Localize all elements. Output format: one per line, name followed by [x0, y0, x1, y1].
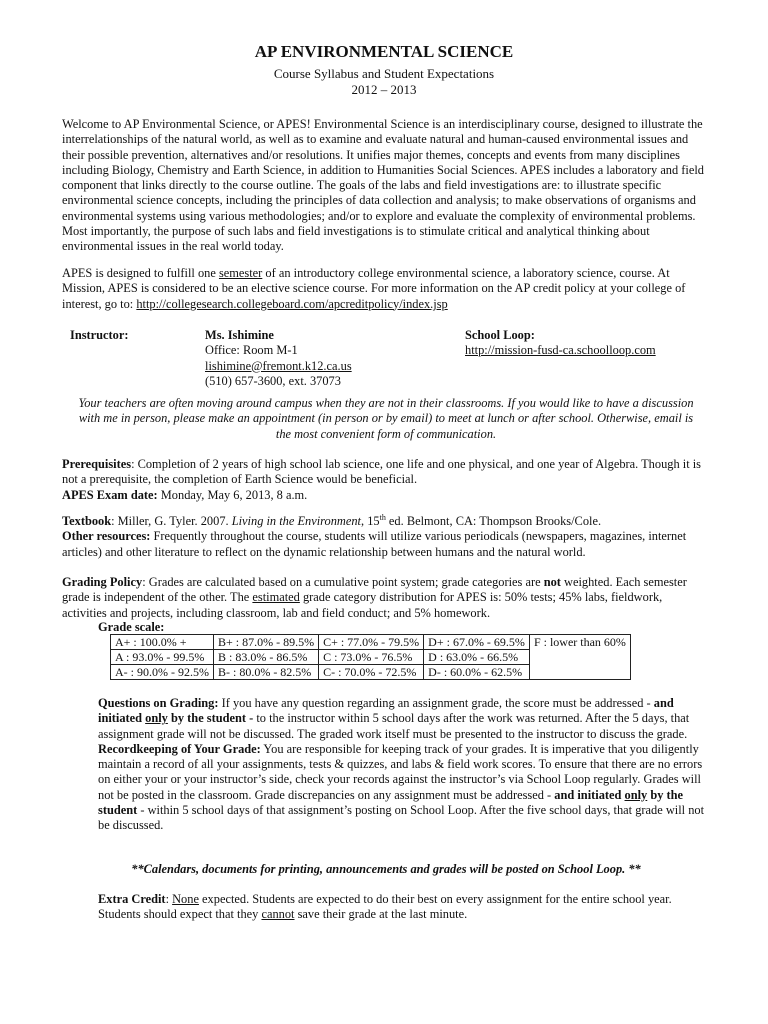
grade-cell: D- : 60.0% - 62.5%	[424, 665, 530, 680]
instructor-label: Instructor:	[70, 328, 129, 342]
questions-text-2: to the instructor within 5 school days after the work was returned. After the 5 days, that assignment grade will not be discussed. The graded work itself must be presented to the instructor to discuss the grade.	[98, 711, 690, 741]
questions-text-1: If you have any question regarding an assignment grade, the score must be addressed -	[218, 696, 654, 710]
instructor-name: Ms. Ishimine	[205, 328, 274, 342]
textbook-paragraph	[62, 514, 710, 560]
apes-text-1: APES is designed to fulfill one	[62, 266, 219, 280]
questions-paragraph	[98, 696, 710, 834]
grade-cell: B+ : 87.0% - 89.5%	[213, 635, 318, 650]
school-loop-label: School Loop:	[465, 328, 535, 342]
table-row	[111, 635, 631, 650]
grading-text-2: weighted. Each semester grade is independent of the other. The	[62, 575, 687, 605]
ap-credit-policy-link[interactable]: http://collegesearch.collegeboard.com/apcreditpolicy/index.jsp	[136, 296, 448, 311]
grade-cell: C- : 70.0% - 72.5%	[319, 665, 424, 680]
grade-scale-label: Grade scale:	[98, 620, 165, 634]
grading-text-1: : Grades are calculated based on a cumulative point system; grade categories are	[142, 575, 544, 589]
grade-cell: B- : 80.0% - 82.5%	[213, 665, 318, 680]
textbook-text-1: : Miller, G. Tyler. 2007.	[111, 514, 232, 528]
instructor-info	[205, 328, 445, 389]
exam-date-text: Monday, May 6, 2013, 8 a.m.	[157, 487, 308, 502]
extra-credit-paragraph	[98, 892, 710, 923]
prerequisites-paragraph	[62, 457, 710, 503]
grading-not: not	[543, 575, 561, 589]
school-years: 2012 – 2013	[351, 82, 417, 97]
grading-policy-label: Grading Policy	[62, 575, 143, 589]
extra-credit-text-1: :	[165, 892, 173, 906]
grade-cell: A+ : 100.0% +	[111, 635, 214, 650]
grade-cell: C+ : 77.0% - 79.5%	[319, 635, 424, 650]
intro-paragraph	[62, 117, 710, 255]
grade-scale-table	[110, 634, 631, 680]
questions-bold-1: and initiated	[98, 696, 674, 726]
exam-date-label: APES Exam date:	[62, 487, 158, 502]
recordkeeping-label: Recordkeeping of Your Grade:	[98, 741, 261, 756]
extra-credit-text-2: expected. Students are expected to do their best on every assignment for the entire school year. Students should expect that they	[98, 892, 672, 922]
grade-cell: D+ : 67.0% - 69.5%	[424, 635, 530, 650]
school-loop-link[interactable]: http://mission-fusd-ca.schoolloop.com	[465, 343, 656, 358]
other-resources-label: Other resources:	[62, 529, 151, 544]
recordkeeping-bold-2: by the student	[98, 787, 684, 818]
recordkeeping-only: only	[624, 787, 648, 802]
extra-credit-cannot: cannot	[261, 907, 295, 922]
recordkeeping-bold-1: and initiated	[554, 787, 625, 802]
page-subtitle: Course Syllabus and Student Expectations	[273, 66, 495, 81]
textbook-edition-sup: th	[379, 512, 386, 522]
instructor-phone: (510) 657-3600, ext. 37073	[205, 373, 341, 388]
semester-word: semester	[218, 266, 263, 280]
textbook-edition: , 15	[361, 514, 380, 528]
instructor-office: Office: Room M-1	[205, 343, 298, 358]
school-loop-info	[465, 328, 705, 359]
textbook-text-2: ed. Belmont, CA: Thompson Brooks/Cole.	[385, 514, 602, 528]
grading-text-3: grade category distribution for APES is: 50% tests; 45% labs, fieldwork, activities and projects, including classroom, lab and field conduct; and 5% homework.	[62, 590, 663, 620]
grading-estimated: estimated	[252, 590, 300, 605]
grade-cell: B : 83.0% - 86.5%	[213, 650, 318, 665]
extra-credit-text-3: save their grade at the last minute.	[294, 907, 468, 922]
grade-cell: D : 63.0% - 66.5%	[424, 650, 530, 665]
prerequisites-text: : Completion of 2 years of high school lab science, one life and one physical, and one year of Algebra. Though it is not a prerequisite, the completion of Earth Science would be beneficial.	[62, 457, 702, 487]
intro-text: Welcome to AP Environmental Science, or APES! Environmental Science is an interdisciplinary course, designed to illustrate the interrelationships of the natural world, as well as to examine and evaluate natural and human-caused environmental issues and their possible prevention, alternatives and/or resolutions. It unifies major themes, concepts and events from many disciplines including Biology, Chemistry and Earth Science, in addition to Humanities Social Sciences. APES includes a laboratory and field component that links directly to the course outline. The goals of the labs and field investigations are: to illustrate specific environmental science concepts, including the principles of data collection and analysis; to make observations of organisms and environmental systems using various methodologies; and/or to explore and evaluate the complexity of environmental problems. Most importantly, the purpose of such labs and field investigations is to stimulate critical and analytical thinking about environmental issues in the real world today.	[62, 117, 705, 254]
textbook-title: Living in the Environment	[231, 514, 361, 528]
grade-cell: C : 73.0% - 76.5%	[319, 650, 424, 665]
instructor-email-link[interactable]: lishimine@fremont.k12.ca.us	[205, 358, 352, 373]
prerequisites-label: Prerequisites	[62, 457, 132, 471]
extra-credit-label: Extra Credit	[98, 892, 166, 906]
recordkeeping-text-1: You are responsible for keeping track of your grades. It is imperative that you diligently maintain a record of all your assignments, tests & quizzes, and labs & field work scores. To ensure that there are no errors on either your or your instructor’s side, check your records against the instructor’s via School Loop regularly. Grades will not be posted in the classroom. Grade discrepancies on any assignment must be addressed -	[98, 741, 703, 802]
grade-cell: A- : 90.0% - 92.5%	[111, 665, 214, 680]
questions-only: only	[145, 711, 168, 726]
apes-text-2: of an introductory college environmental science, a laboratory science, course. At Mission, APES is considered to be an elective science course. For more information on the AP credit policy at your college of interest, go to:	[62, 266, 686, 311]
calendar-note: **Calendars, documents for printing, announcements and grades will be posted on School Loop. **	[131, 862, 641, 876]
grade-cell-f: F : lower than 60%	[529, 635, 630, 680]
grading-policy-paragraph	[62, 575, 710, 621]
questions-label: Questions on Grading:	[98, 696, 219, 710]
questions-bold-2: by the student -	[167, 711, 254, 726]
recordkeeping-text-2: - within 5 school days of that assignment’s posting on School Loop. After the five school days, that grade will not be discussed.	[98, 803, 705, 833]
grade-cell: A : 93.0% - 99.5%	[111, 650, 214, 665]
apes-designed-paragraph	[62, 266, 710, 312]
teacher-note: Your teachers are often moving around campus when they are not in their classrooms. If you would like to have a discussion with me in person, please make an appointment (in person or by email) to meet at lunch or after school. Otherwise, email is the most convenient form of communication.	[78, 396, 694, 441]
textbook-label: Textbook	[62, 514, 112, 528]
other-resources-text: Frequently throughout the course, students will utilize various periodicals (newspapers, magazines, internet articles) and other literature to reflect on the dynamic relationship between humans and the natural world.	[62, 529, 687, 559]
extra-credit-none: None	[172, 892, 199, 906]
page-title: AP ENVIRONMENTAL SCIENCE	[254, 42, 514, 61]
